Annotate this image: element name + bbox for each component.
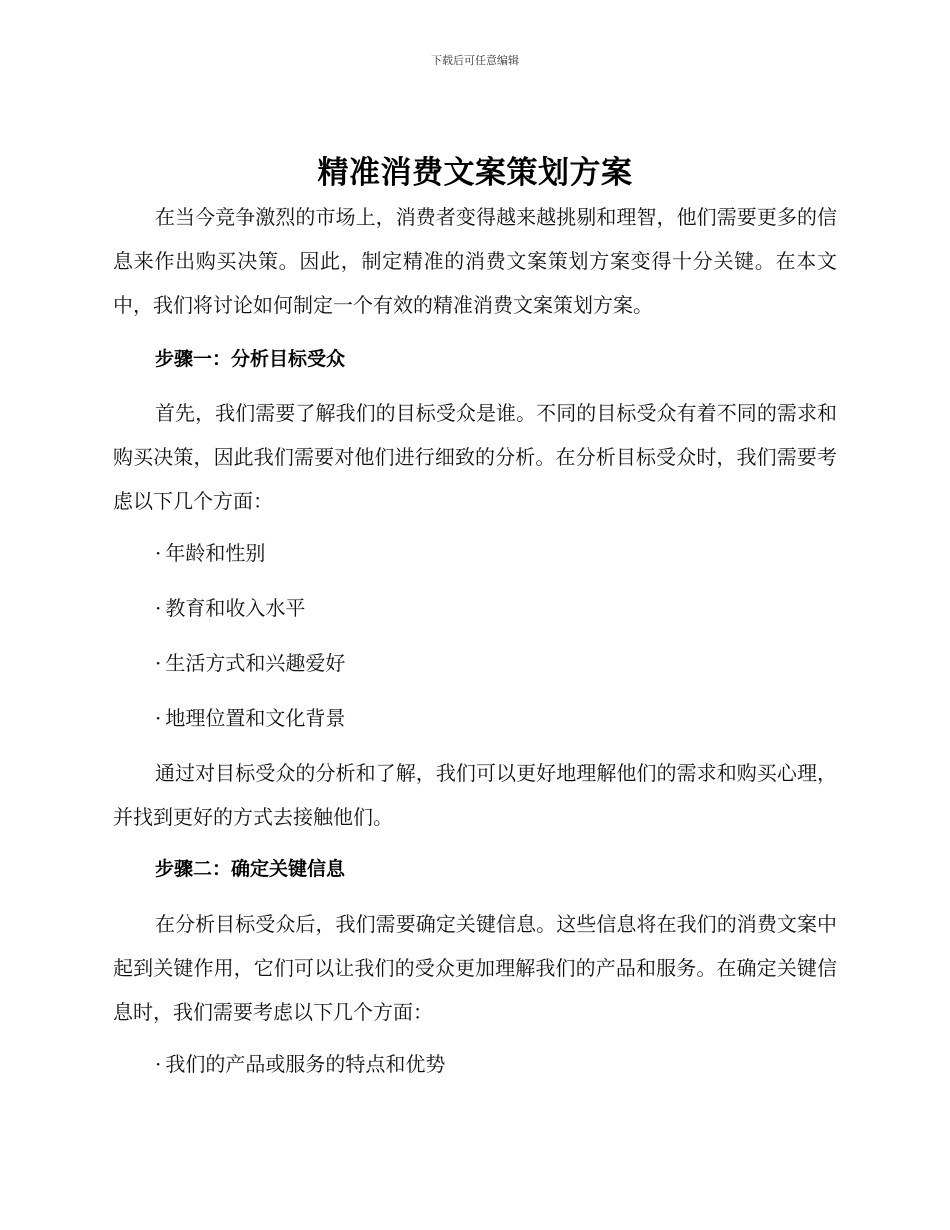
- step2-bullet-1-block: [113, 1049, 837, 1079]
- list-item-text: 年龄和性别: [165, 541, 266, 565]
- step1-paragraph: 首先，我们需要了解我们的目标受众是谁。不同的目标受众有着不同的需求和购买决策，因此我们需要对他们进行细致的分析。在分析目标受众时，我们需要考虑以下几个方面：: [113, 401, 837, 513]
- intro-block: [113, 195, 837, 327]
- step2-heading-block: [113, 854, 837, 884]
- step1-heading-block: [113, 344, 837, 374]
- bullet-dot: ·: [155, 541, 162, 565]
- bullet-dot: ·: [155, 1052, 162, 1076]
- step1-conclusion-block: [113, 751, 837, 839]
- step1-para-block: [113, 391, 837, 523]
- bullet-dot: ·: [155, 706, 162, 730]
- step2-para-block: [113, 902, 837, 1034]
- step1-bullet-3-block: [113, 648, 837, 678]
- bullet-dot: ·: [155, 651, 162, 675]
- header-note: 下载后可任意编辑: [431, 54, 519, 67]
- list-item: [113, 703, 837, 733]
- step2-paragraph: 在分析目标受众后，我们需要确定关键信息。这些信息将在我们的消费文案中起到关键作用，它们可以让我们的受众更加理解我们的产品和服务。在确定关键信息时，我们需要考虑以下几个方面：: [113, 912, 837, 1024]
- list-item: [113, 1049, 837, 1079]
- intro-paragraph: 在当今竞争激烈的市场上，消费者变得越来越挑剔和理智，他们需要更多的信息来作出购买决策。因此，制定精准的消费文案策划方案变得十分关键。在本文中，我们将讨论如何制定一个有效的精准消费文案策划方案。: [113, 205, 837, 317]
- list-item-text: 教育和收入水平: [165, 596, 306, 620]
- step1-bullet-1-block: [113, 538, 837, 568]
- bullet-dot: ·: [155, 596, 162, 620]
- list-item: [113, 538, 837, 568]
- step1-bullet-2-block: [113, 593, 837, 623]
- step1-heading: 步骤一：分析目标受众: [155, 348, 346, 370]
- list-item-text: 我们的产品或服务的特点和优势: [165, 1052, 446, 1076]
- step2-heading: 步骤二：确定关键信息: [155, 858, 346, 880]
- list-item-text: 地理位置和文化背景: [165, 706, 346, 730]
- step1-conclusion: 通过对目标受众的分析和了解，我们可以更好地理解他们的需求和购买心理，并找到更好的方式去接触他们。: [113, 761, 837, 829]
- step1-bullet-4-block: [113, 703, 837, 733]
- list-item-text: 生活方式和兴趣爱好: [165, 651, 346, 675]
- list-item: [113, 593, 837, 623]
- list-item: [113, 648, 837, 678]
- document-title: 精准消费文案策划方案: [317, 155, 633, 191]
